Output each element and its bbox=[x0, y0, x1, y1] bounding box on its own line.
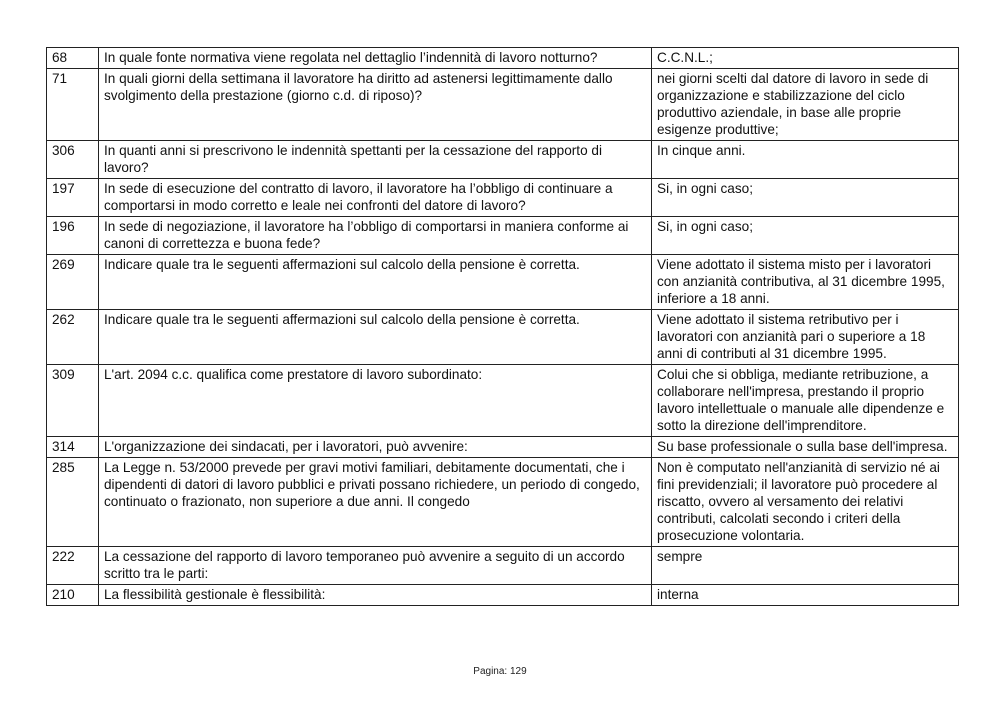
table-row bbox=[47, 310, 959, 365]
answer-text: Viene adottato il sistema retributivo per i lavoratori con anzianità pari o superiore a 18 anni di contributi al 31 dicembre 1995. bbox=[652, 310, 959, 365]
question-id: 285 bbox=[47, 458, 99, 547]
table-row bbox=[47, 141, 959, 179]
answer-text: Colui che si obbliga, mediante retribuzione, a collaborare nell'impresa, prestando il proprio lavoro intellettuale o manuale alle dipendenze e sotto la direzione dell'imprenditore. bbox=[652, 365, 959, 437]
answer-text: C.C.N.L.; bbox=[652, 48, 959, 69]
table-row bbox=[47, 179, 959, 217]
question-text: Indicare quale tra le seguenti affermazioni sul calcolo della pensione è corretta. bbox=[99, 255, 652, 310]
table-row bbox=[47, 458, 959, 547]
table-row bbox=[47, 217, 959, 255]
question-text: In sede di esecuzione del contratto di lavoro, il lavoratore ha l’obbligo di continuare a comportarsi in modo corretto e leale nei confronti del datore di lavoro? bbox=[99, 179, 652, 217]
table-row bbox=[47, 69, 959, 141]
question-text: L'organizzazione dei sindacati, per i lavoratori, può avvenire: bbox=[99, 437, 652, 458]
question-id: 222 bbox=[47, 547, 99, 585]
answer-text: Si, in ogni caso; bbox=[652, 217, 959, 255]
question-id: 210 bbox=[47, 585, 99, 606]
questions-table-body bbox=[47, 48, 959, 606]
question-id: 197 bbox=[47, 179, 99, 217]
table-row bbox=[47, 48, 959, 69]
answer-text: Viene adottato il sistema misto per i lavoratori con anzianità contributiva, al 31 dicembre 1995, inferiore a 18 anni. bbox=[652, 255, 959, 310]
table-row bbox=[47, 437, 959, 458]
table-row bbox=[47, 547, 959, 585]
question-id: 196 bbox=[47, 217, 99, 255]
answer-text: In cinque anni. bbox=[652, 141, 959, 179]
table-row bbox=[47, 255, 959, 310]
question-text: In sede di negoziazione, il lavoratore ha l’obbligo di comportarsi in maniera conforme ai canoni di correttezza e buona fede? bbox=[99, 217, 652, 255]
answer-text: nei giorni scelti dal datore di lavoro in sede di organizzazione e stabilizzazione del ciclo produttivo aziendale, in base alle proprie esigenze produttive; bbox=[652, 69, 959, 141]
question-text: La cessazione del rapporto di lavoro temporaneo può avvenire a seguito di un accordo scritto tra le parti: bbox=[99, 547, 652, 585]
question-text: In quanti anni si prescrivono le indennità spettanti per la cessazione del rapporto di lavoro? bbox=[99, 141, 652, 179]
question-id: 309 bbox=[47, 365, 99, 437]
questions-table bbox=[46, 47, 959, 606]
question-text: In quali giorni della settimana il lavoratore ha diritto ad astenersi legittimamente dallo svolgimento della prestazione (giorno c.d. di riposo)? bbox=[99, 69, 652, 141]
answer-text: sempre bbox=[652, 547, 959, 585]
question-id: 71 bbox=[47, 69, 99, 141]
answer-text: Si, in ogni caso; bbox=[652, 179, 959, 217]
answer-text: interna bbox=[652, 585, 959, 606]
question-text: Indicare quale tra le seguenti affermazioni sul calcolo della pensione è corretta. bbox=[99, 310, 652, 365]
table-row bbox=[47, 365, 959, 437]
answer-text: Su base professionale o sulla base dell'impresa. bbox=[652, 437, 959, 458]
table-row bbox=[47, 585, 959, 606]
page-number: Pagina: 129 bbox=[473, 666, 527, 677]
question-id: 68 bbox=[47, 48, 99, 69]
question-id: 306 bbox=[47, 141, 99, 179]
answer-text: Non è computato nell'anzianità di servizio né ai fini previdenziali; il lavoratore può procedere al riscatto, ovvero al versamento dei relativi contributi, calcolati secondo i criteri della prosecuzione volontaria. bbox=[652, 458, 959, 547]
question-id: 262 bbox=[47, 310, 99, 365]
question-text: L'art. 2094 c.c. qualifica come prestatore di lavoro subordinato: bbox=[99, 365, 652, 437]
question-id: 269 bbox=[47, 255, 99, 310]
question-text: La flessibilità gestionale è flessibilità: bbox=[99, 585, 652, 606]
question-id: 314 bbox=[47, 437, 99, 458]
question-text: La Legge n. 53/2000 prevede per gravi motivi familiari, debitamente documentati, che i dipendenti di datori di lavoro pubblici e privati possano richiedere, un periodo di congedo, continuato o frazionato, non superiore a due anni. Il congedo bbox=[99, 458, 652, 547]
question-text: In quale fonte normativa viene regolata nel dettaglio l’indennità di lavoro notturno? bbox=[99, 48, 652, 69]
